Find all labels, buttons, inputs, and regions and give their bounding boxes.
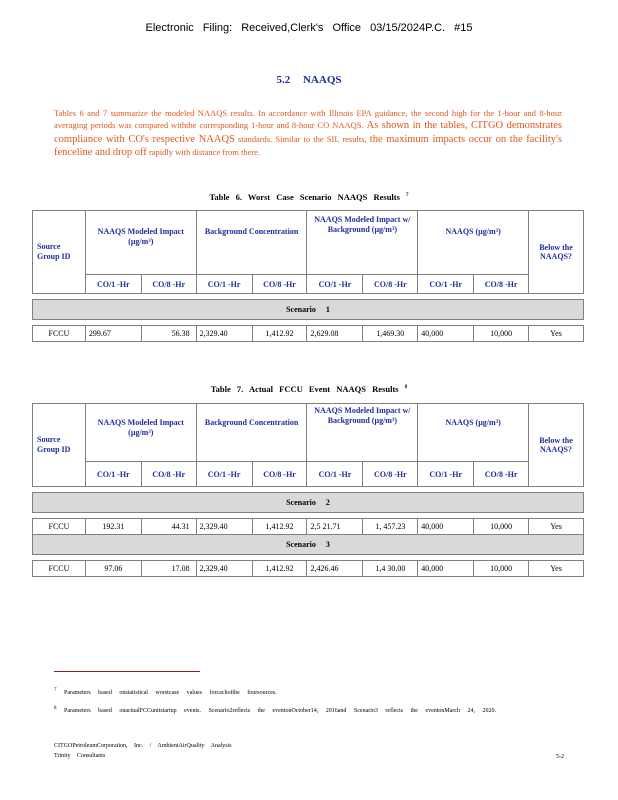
intro-text-2: As shown in the tables, CITGO demonstrates compliance with CO's respective NAAQS [54,120,562,145]
cell-modeled-co8: 44.31 [141,519,196,535]
footnote-8 [54,704,554,716]
cell-total-co1: 2,629.08 [307,326,363,342]
cell-background-co8: 1,412.92 [252,561,307,577]
cell-naaqs-co8: 10,000 [474,326,529,342]
footnote-7-text: Parameters based onstatistical worstcase values forcachofthe foursources. [64,690,277,696]
table7 [32,403,584,577]
cell-background-co1: 2,329.40 [196,519,252,535]
footnote-7-mark: 7 [54,688,57,693]
subheader-co1: CO/1 -Hr [418,275,474,294]
cell-modeled-co1: 192.31 [85,519,141,535]
subheader-co1: CO/1 -Hr [85,275,141,294]
subheader-co8: CO/8 -Hr [474,462,529,487]
cell-source: FCCU [33,561,86,577]
cell-below: Yes [529,326,584,342]
subheader-co8: CO/8 -Hr [474,275,529,294]
page-number: 5-2 [556,754,564,760]
cell-background-co8: 1,412.92 [252,519,307,535]
table6-note-mark: 7 [406,193,409,199]
table6-caption [0,192,618,202]
subheader-co8: CO/8 -Hr [252,275,307,294]
cell-below: Yes [529,519,584,535]
table7-caption [0,384,618,394]
header-source-group: Source Group ID [33,404,86,487]
footer-company: CITGOPetroleumCorporation, Inc. / AmbientAirQuality Analysis [54,743,232,749]
scenario-label: Scenario 2 [33,493,584,513]
footer-consultant: Trinity Consultants [54,753,106,759]
cell-total-co8: 1,469.30 [363,326,418,342]
subheader-co8: CO/8 -Hr [363,275,418,294]
scenario-label: Scenario 1 [33,300,584,320]
header-background: Background Concentration [196,404,307,462]
cell-modeled-co8: 17.08 [141,561,196,577]
footnote-8-text: Parameters based onactualFCCunitstartup events. Scenario2reflects the eventonOctober14, 2016and Scenario3 reflects the eventonMarch 24, 2020. [64,708,497,714]
subheader-co1: CO/1 -Hr [307,275,363,294]
header-modeled-with-background: NAAQS Modeled Impact w/ Background (µg/m³) [307,404,418,462]
cell-source: FCCU [33,326,86,342]
cell-total-co1: 2,426.46 [307,561,363,577]
cell-modeled-co1: 97.06 [85,561,141,577]
header-below-naaqs: Below the NAAQS? [529,404,584,487]
footnote-7 [54,686,554,698]
header-modeled-with-background: NAAQS Modeled Impact w/ Background (µg/m³) [307,211,418,275]
cell-naaqs-co1: 40,000 [418,561,474,577]
table-row [33,519,584,535]
subheader-co1: CO/1 -Hr [307,462,363,487]
cell-naaqs-co8: 10,000 [474,561,529,577]
table-row [33,326,584,342]
filing-stamp: Electronic Filing: Received,Clerk's Office 03/15/2024P.C. #15 [145,22,473,34]
intro-text-3: standards. Similar to the SIL results, [234,133,370,144]
subheader-co8: CO/8 -Hr [252,462,307,487]
header-background: Background Concentration [196,211,307,275]
intro-text-5: rapidly with distance from there. [146,147,261,158]
intro-text-1: Tables 6 and 7 summarize the modeled NAAQS results. In accordance with Illinois EPA guidance, the second high for the 1-hour and 8-hour averaging periods was compared withthe corresponding 1-hour and 8-hour CO NAAQS. [54,108,562,131]
cell-modeled-co8: 56.38 [141,326,196,342]
cell-naaqs-co1: 40,000 [418,519,474,535]
cell-source: FCCU [33,519,86,535]
cell-modeled-co1: 299.67 [85,326,141,342]
header-below-naaqs: Below the NAAQS? [529,211,584,294]
subheader-co1: CO/1 -Hr [196,462,252,487]
table7-note-mark: 8 [404,385,408,391]
section-title: NAAQS [302,74,342,86]
cell-below: Yes [529,561,584,577]
footnote-divider [54,671,200,672]
table-row [33,561,584,577]
table6 [32,210,584,342]
cell-background-co1: 2,329.40 [196,326,252,342]
cell-background-co8: 1,412.92 [252,326,307,342]
subheader-co8: CO/8 -Hr [363,462,418,487]
header-naaqs: NAAQS (µg/m³) [418,211,529,275]
subheader-co1: CO/1 -Hr [85,462,141,487]
table7-caption-text: Table 7. Actual FCCU Event NAAQS Results [210,384,399,394]
cell-background-co1: 2,329.40 [196,561,252,577]
cell-naaqs-co8: 10,000 [474,519,529,535]
intro-text-4: the maximum impacts occur on the facility's fenceline and drop off [54,133,562,159]
header-source-group: Source Group ID [33,211,86,294]
cell-total-co1: 2,5 21.71 [307,519,363,535]
header-modeled-impact: NAAQS Modeled Impact (µg/m³) [85,211,196,275]
scenario-label: Scenario 3 [33,535,584,555]
section-heading [0,74,618,86]
cell-total-co8: 1,4 30.00 [363,561,418,577]
header-naaqs: NAAQS (µg/m³) [418,404,529,462]
subheader-co8: CO/8 -Hr [141,275,196,294]
footnote-8-mark: 8 [54,706,57,711]
cell-naaqs-co1: 40,000 [418,326,474,342]
header-modeled-impact: NAAQS Modeled Impact (µg/m³) [85,404,196,462]
cell-total-co8: 1, 457.23 [363,519,418,535]
intro-paragraph [54,107,562,160]
subheader-co8: CO/8 -Hr [141,462,196,487]
subheader-co1: CO/1 -Hr [418,462,474,487]
section-number: 5.2 [276,74,291,86]
table6-caption-text: Table 6. Worst Case Scenario NAAQS Results [209,192,400,202]
subheader-co1: CO/1 -Hr [196,275,252,294]
